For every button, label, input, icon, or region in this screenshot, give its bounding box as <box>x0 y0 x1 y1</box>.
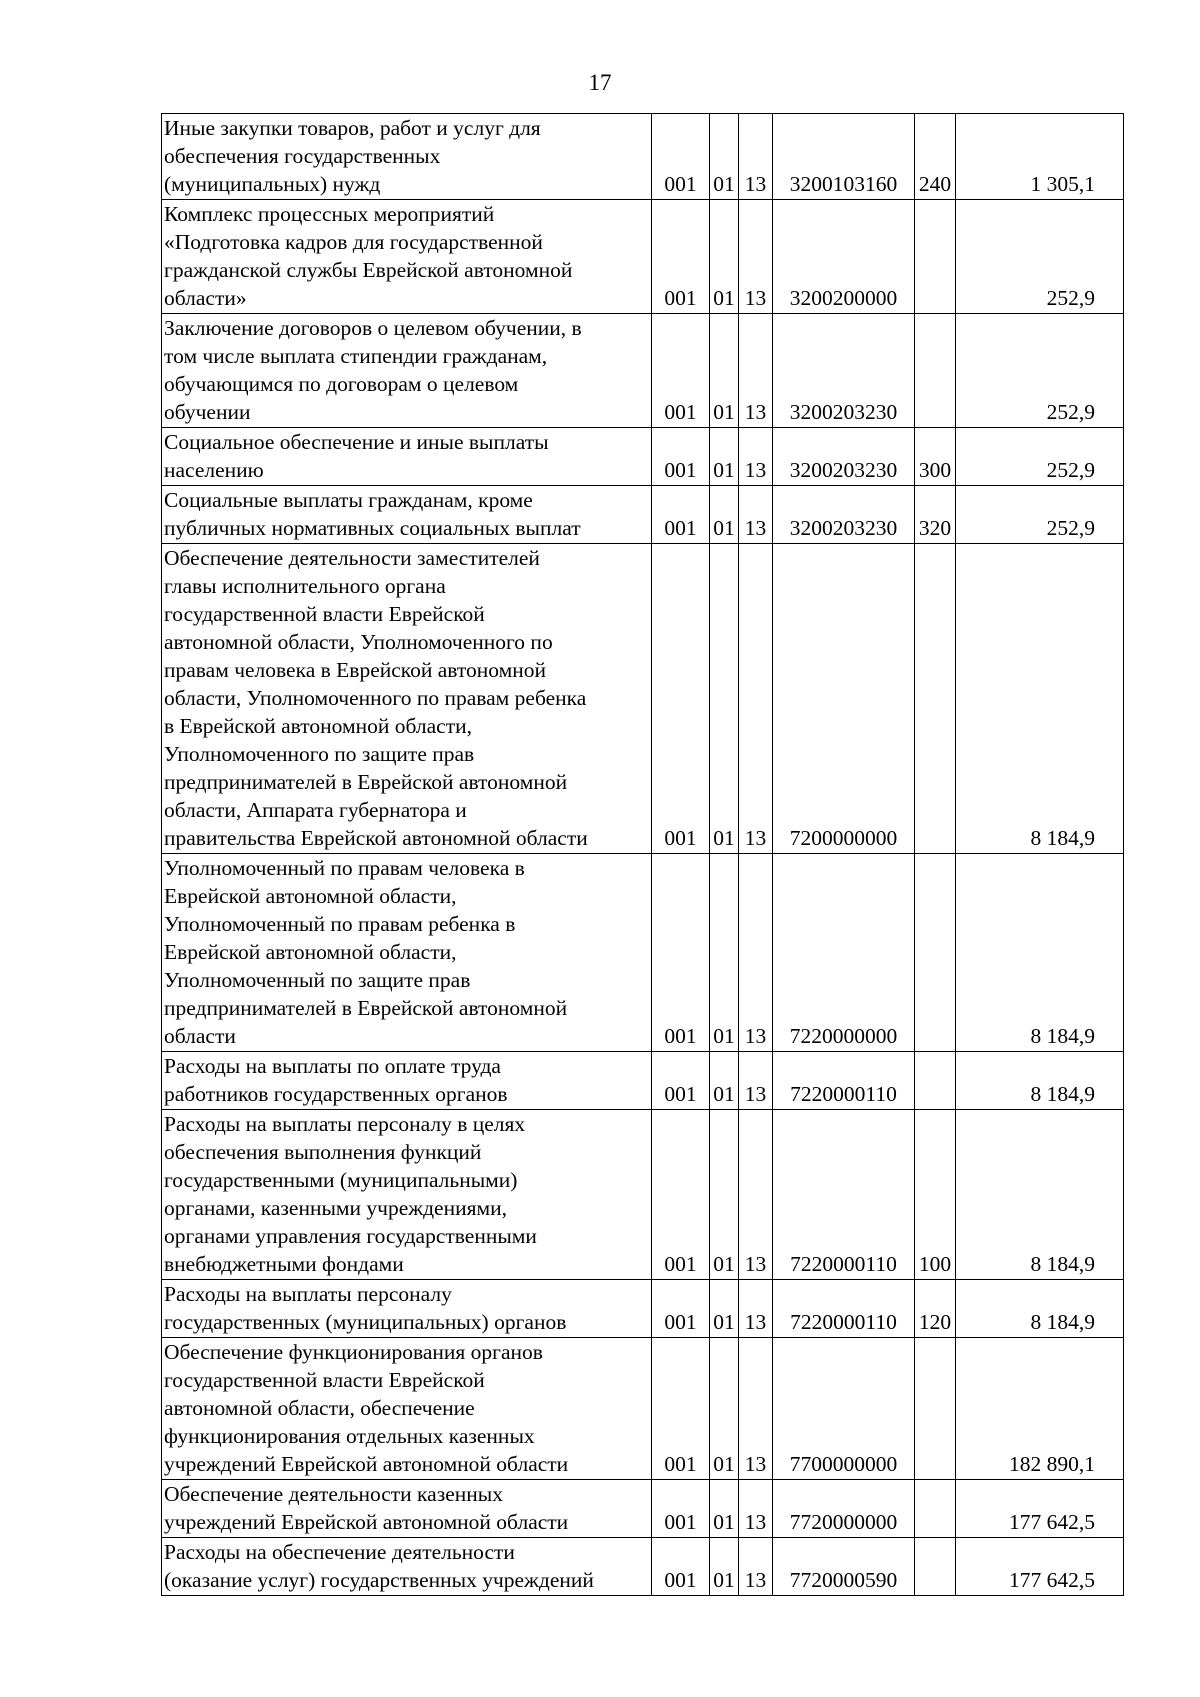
section-code-cell: 01 <box>710 314 739 428</box>
subsection-code-cell: 13 <box>739 854 773 1052</box>
subsection-code-cell: 13 <box>739 200 773 314</box>
item-name-line: (муниципальных) нужд <box>164 172 381 196</box>
ved-code-cell: 001 <box>652 854 710 1052</box>
table-body <box>162 114 1124 1596</box>
ved-code-cell: 001 <box>652 1538 710 1596</box>
subsection-code-cell: 13 <box>739 1052 773 1110</box>
target-article-cell: 7200000000 <box>773 544 915 854</box>
item-name-line: правам человека в Еврейской автономной <box>164 658 547 682</box>
ved-code-cell: 001 <box>652 1280 710 1338</box>
item-name-line: Обеспечение деятельности заместителей <box>164 546 540 570</box>
amount-cell: 8 184,9 <box>956 1110 1124 1280</box>
target-article-cell: 3200103160 <box>773 114 915 200</box>
ved-code-cell: 001 <box>652 114 710 200</box>
item-name-line: обеспечения выполнения функций <box>164 1140 482 1164</box>
item-name-line: Уполномоченный по правам человека в <box>164 856 525 880</box>
expense-type-cell <box>915 1052 956 1110</box>
table-row <box>162 200 1124 314</box>
item-name-line: гражданской службы Еврейской автономной <box>164 258 573 282</box>
section-code-cell: 01 <box>710 1338 739 1480</box>
item-name-line: том числе выплата стипендии гражданам, <box>164 344 548 368</box>
item-name-line: функционирования отдельных казенных <box>164 1424 535 1448</box>
section-code-cell: 01 <box>710 428 739 486</box>
item-name-line: учреждений Еврейской автономной области <box>164 1510 569 1534</box>
ved-code-cell: 001 <box>652 1480 710 1538</box>
target-article-cell: 3200203230 <box>773 314 915 428</box>
item-name-line: Расходы на выплаты персоналу в целях <box>164 1112 526 1136</box>
item-name-cell <box>162 1480 652 1538</box>
expense-type-cell <box>915 854 956 1052</box>
item-name-line: Обеспечение деятельности казенных <box>164 1482 503 1506</box>
item-name-line: государственных (муниципальных) органов <box>164 1310 567 1334</box>
amount-cell: 8 184,9 <box>956 1052 1124 1110</box>
item-name-line: Уполномоченного по защите прав <box>164 742 475 766</box>
ved-code-cell: 001 <box>652 428 710 486</box>
amount-cell: 177 642,5 <box>956 1480 1124 1538</box>
item-name-line: внебюджетными фондами <box>164 1252 404 1276</box>
target-article-cell: 7220000110 <box>773 1280 915 1338</box>
item-name-line: области» <box>164 286 247 310</box>
target-article-cell: 7220000110 <box>773 1052 915 1110</box>
item-name-line: учреждений Еврейской автономной области <box>164 1452 569 1476</box>
item-name-line: «Подготовка кадров для государственной <box>164 230 543 254</box>
section-code-cell: 01 <box>710 1052 739 1110</box>
item-name-cell <box>162 544 652 854</box>
item-name-line: (оказание услуг) государственных учреждений <box>164 1568 594 1592</box>
expense-type-cell: 120 <box>915 1280 956 1338</box>
table-row <box>162 1480 1124 1538</box>
item-name-line: Расходы на выплаты персоналу <box>164 1282 452 1306</box>
item-name-line: предпринимателей в Еврейской автономной <box>164 770 568 794</box>
target-article-cell: 7220000000 <box>773 854 915 1052</box>
amount-cell: 182 890,1 <box>956 1338 1124 1480</box>
item-name-line: Иные закупки товаров, работ и услуг для <box>164 116 541 140</box>
section-code-cell: 01 <box>710 854 739 1052</box>
item-name-line: автономной области, обеспечение <box>164 1396 475 1420</box>
amount-cell: 252,9 <box>956 428 1124 486</box>
table-row <box>162 1110 1124 1280</box>
item-name-line: Социальное обеспечение и иные выплаты <box>164 430 549 454</box>
budget-table <box>161 113 1124 1596</box>
expense-type-cell <box>915 200 956 314</box>
target-article-cell: 7220000110 <box>773 1110 915 1280</box>
item-name-line: Еврейской автономной области, <box>164 884 457 908</box>
table-row <box>162 428 1124 486</box>
item-name-line: Обеспечение функционирования органов <box>164 1340 543 1364</box>
table-row <box>162 1538 1124 1596</box>
table-row <box>162 544 1124 854</box>
expense-type-cell: 320 <box>915 486 956 544</box>
item-name-line: области, Аппарата губернатора и <box>164 798 467 822</box>
expense-type-cell <box>915 1338 956 1480</box>
expense-type-cell: 240 <box>915 114 956 200</box>
item-name-line: главы исполнительного органа <box>164 574 446 598</box>
item-name-line: органами управления государственными <box>164 1224 537 1248</box>
item-name-line: государственной власти Еврейской <box>164 1368 485 1392</box>
target-article-cell: 3200203230 <box>773 486 915 544</box>
item-name-cell <box>162 1110 652 1280</box>
item-name-cell <box>162 1338 652 1480</box>
item-name-cell <box>162 1052 652 1110</box>
section-code-cell: 01 <box>710 1538 739 1596</box>
item-name-line: органами, казенными учреждениями, <box>164 1196 507 1220</box>
ved-code-cell: 001 <box>652 544 710 854</box>
target-article-cell: 3200200000 <box>773 200 915 314</box>
item-name-line: работников государственных органов <box>164 1082 508 1106</box>
item-name-cell <box>162 428 652 486</box>
table-row <box>162 1338 1124 1480</box>
item-name-cell <box>162 1538 652 1596</box>
section-code-cell: 01 <box>710 544 739 854</box>
expense-type-cell <box>915 314 956 428</box>
ved-code-cell: 001 <box>652 314 710 428</box>
item-name-line: правительства Еврейской автономной области <box>164 826 588 850</box>
expense-type-cell: 300 <box>915 428 956 486</box>
amount-cell: 8 184,9 <box>956 854 1124 1052</box>
table-row <box>162 486 1124 544</box>
subsection-code-cell: 13 <box>739 1480 773 1538</box>
item-name-line: автономной области, Уполномоченного по <box>164 630 553 654</box>
target-article-cell: 7700000000 <box>773 1338 915 1480</box>
ved-code-cell: 001 <box>652 1052 710 1110</box>
item-name-line: области <box>164 1024 236 1048</box>
item-name-line: государственными (муниципальными) <box>164 1168 518 1192</box>
item-name-line: Уполномоченный по защите прав <box>164 968 471 992</box>
table-row <box>162 114 1124 200</box>
amount-cell: 1 305,1 <box>956 114 1124 200</box>
target-article-cell: 7720000000 <box>773 1480 915 1538</box>
ved-code-cell: 001 <box>652 200 710 314</box>
item-name-line: Комплекс процессных мероприятий <box>164 202 495 226</box>
item-name-line: обеспечения государственных <box>164 144 441 168</box>
table-row <box>162 1280 1124 1338</box>
amount-cell: 8 184,9 <box>956 544 1124 854</box>
item-name-line: Уполномоченный по правам ребенка в <box>164 912 516 936</box>
subsection-code-cell: 13 <box>739 114 773 200</box>
item-name-cell <box>162 486 652 544</box>
table-row <box>162 854 1124 1052</box>
subsection-code-cell: 13 <box>739 1538 773 1596</box>
item-name-line: Социальные выплаты гражданам, кроме <box>164 488 533 512</box>
item-name-cell <box>162 854 652 1052</box>
section-code-cell: 01 <box>710 114 739 200</box>
expense-type-cell <box>915 544 956 854</box>
amount-cell: 252,9 <box>956 200 1124 314</box>
item-name-line: Расходы на обеспечение деятельности <box>164 1540 515 1564</box>
item-name-cell <box>162 1280 652 1338</box>
subsection-code-cell: 13 <box>739 1110 773 1280</box>
item-name-line: обучающимся по договорам о целевом <box>164 372 519 396</box>
page-number: 17 <box>588 70 612 95</box>
item-name-line: в Еврейской автономной области, <box>164 714 472 738</box>
expense-type-cell <box>915 1480 956 1538</box>
subsection-code-cell: 13 <box>739 544 773 854</box>
amount-cell: 8 184,9 <box>956 1280 1124 1338</box>
item-name-line: населению <box>164 458 264 482</box>
item-name-line: публичных нормативных социальных выплат <box>164 516 581 540</box>
amount-cell: 177 642,5 <box>956 1538 1124 1596</box>
item-name-line: обучении <box>164 400 251 424</box>
ved-code-cell: 001 <box>652 1110 710 1280</box>
target-article-cell: 7720000590 <box>773 1538 915 1596</box>
amount-cell: 252,9 <box>956 314 1124 428</box>
expense-type-cell <box>915 1538 956 1596</box>
item-name-cell <box>162 114 652 200</box>
amount-cell: 252,9 <box>956 486 1124 544</box>
item-name-line: государственной власти Еврейской <box>164 602 485 626</box>
subsection-code-cell: 13 <box>739 428 773 486</box>
ved-code-cell: 001 <box>652 1338 710 1480</box>
section-code-cell: 01 <box>710 1110 739 1280</box>
section-code-cell: 01 <box>710 1280 739 1338</box>
subsection-code-cell: 13 <box>739 1280 773 1338</box>
expense-type-cell: 100 <box>915 1110 956 1280</box>
item-name-line: Заключение договоров о целевом обучении, в <box>164 316 582 340</box>
item-name-line: области, Уполномоченного по правам ребенка <box>164 686 587 710</box>
table-row <box>162 1052 1124 1110</box>
item-name-cell <box>162 314 652 428</box>
section-code-cell: 01 <box>710 200 739 314</box>
table-row <box>162 314 1124 428</box>
target-article-cell: 3200203230 <box>773 428 915 486</box>
subsection-code-cell: 13 <box>739 314 773 428</box>
section-code-cell: 01 <box>710 486 739 544</box>
section-code-cell: 01 <box>710 1480 739 1538</box>
subsection-code-cell: 13 <box>739 1338 773 1480</box>
item-name-cell <box>162 200 652 314</box>
ved-code-cell: 001 <box>652 486 710 544</box>
item-name-line: Расходы на выплаты по оплате труда <box>164 1054 501 1078</box>
subsection-code-cell: 13 <box>739 486 773 544</box>
item-name-line: предпринимателей в Еврейской автономной <box>164 996 568 1020</box>
item-name-line: Еврейской автономной области, <box>164 940 457 964</box>
